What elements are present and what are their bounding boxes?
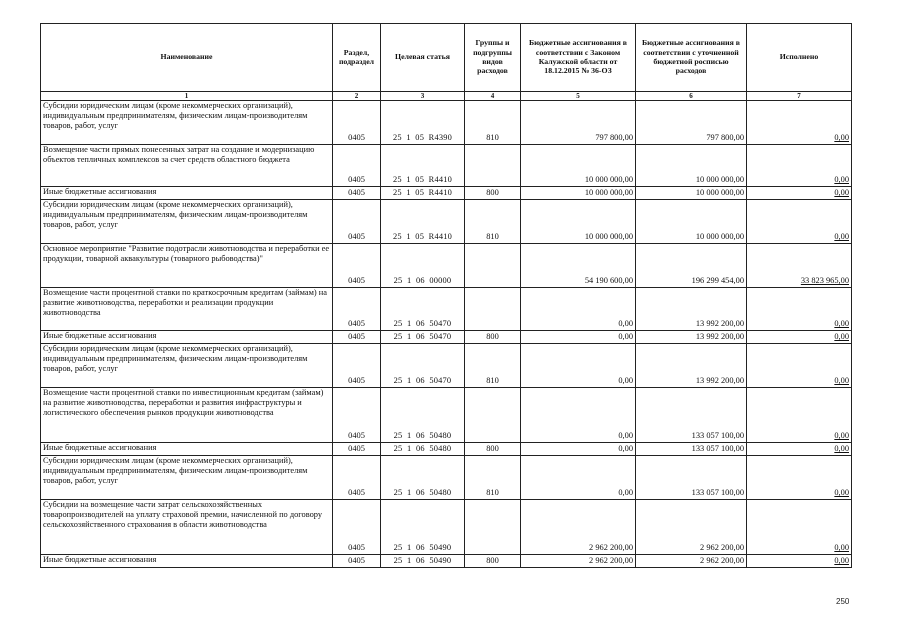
header-name: Наименование xyxy=(41,24,333,92)
row-refined-amount: 797 800,00 xyxy=(636,101,747,145)
row-target: 25 1 06 50490 xyxy=(381,555,465,568)
header-row xyxy=(41,24,852,92)
row-group xyxy=(465,145,521,187)
row-executed-value: 0,00 xyxy=(834,232,849,242)
row-section: 0405 xyxy=(333,443,381,456)
row-name: Иные бюджетные ассигнования xyxy=(41,443,333,456)
row-executed-value: 0,00 xyxy=(834,188,849,198)
row-law-amount: 0,00 xyxy=(521,443,636,456)
column-number: 4 xyxy=(465,92,521,101)
row-name: Иные бюджетные ассигнования xyxy=(41,331,333,344)
row-target: 25 1 05 R4390 xyxy=(381,101,465,145)
row-law-amount: 797 800,00 xyxy=(521,101,636,145)
row-name: Возмещение части процентной ставки по краткосрочным кредитам (займам) на развитие животноводства, переработки и реализации продукции животноводства xyxy=(41,288,333,331)
row-executed-amount xyxy=(747,443,852,456)
row-refined-amount: 10 000 000,00 xyxy=(636,200,747,244)
row-refined-amount: 13 992 200,00 xyxy=(636,344,747,388)
row-section: 0405 xyxy=(333,500,381,555)
header-executed: Исполнено xyxy=(747,24,852,92)
row-refined-amount: 13 992 200,00 xyxy=(636,331,747,344)
row-group: 800 xyxy=(465,331,521,344)
row-refined-amount: 133 057 100,00 xyxy=(636,443,747,456)
row-group xyxy=(465,288,521,331)
column-number: 7 xyxy=(747,92,852,101)
row-target: 25 1 06 50480 xyxy=(381,388,465,443)
row-group: 810 xyxy=(465,456,521,500)
row-name: Субсидии юридическим лицам (кроме некоммерческих организаций), индивидуальным предпринимателям, физическим лицам-производителям товаров, работ, услуг xyxy=(41,101,333,145)
row-name: Субсидии юридическим лицам (кроме некоммерческих организаций), индивидуальным предпринимателям, физическим лицам-производителям товаров, работ, услуг xyxy=(41,344,333,388)
row-section: 0405 xyxy=(333,244,381,288)
row-section: 0405 xyxy=(333,101,381,145)
row-group xyxy=(465,244,521,288)
row-executed-amount xyxy=(747,555,852,568)
row-executed-value: 0,00 xyxy=(834,431,849,441)
row-section: 0405 xyxy=(333,145,381,187)
row-executed-amount xyxy=(747,344,852,388)
column-number: 2 xyxy=(333,92,381,101)
row-executed-amount xyxy=(747,500,852,555)
row-name: Возмещение части процентной ставки по инвестиционным кредитам (займам) на развитие животноводства, переработки и развития инфраструктуры и логистического обеспечения рынков продукции животноводства xyxy=(41,388,333,443)
row-group: 800 xyxy=(465,187,521,200)
row-executed-value: 0,00 xyxy=(834,488,849,498)
row-executed-value: 0,00 xyxy=(834,444,849,454)
table-row xyxy=(41,456,852,500)
column-number: 6 xyxy=(636,92,747,101)
row-target: 25 1 06 50470 xyxy=(381,344,465,388)
table-row xyxy=(41,288,852,331)
row-executed-value: 0,00 xyxy=(834,543,849,553)
row-section: 0405 xyxy=(333,200,381,244)
table-row xyxy=(41,187,852,200)
row-group: 810 xyxy=(465,200,521,244)
table-row xyxy=(41,555,852,568)
row-refined-amount: 10 000 000,00 xyxy=(636,145,747,187)
row-law-amount: 0,00 xyxy=(521,288,636,331)
row-target: 25 1 05 R4410 xyxy=(381,187,465,200)
row-name: Возмещение части прямых понесенных затрат на создание и модернизацию объектов тепличных комплексов за счет средств областного бюджета xyxy=(41,145,333,187)
row-law-amount: 10 000 000,00 xyxy=(521,145,636,187)
column-number: 5 xyxy=(521,92,636,101)
row-name: Субсидии юридическим лицам (кроме некоммерческих организаций), индивидуальным предпринимателям, физическим лицам-производителям товаров, работ, услуг xyxy=(41,456,333,500)
row-group: 800 xyxy=(465,443,521,456)
row-law-amount: 0,00 xyxy=(521,344,636,388)
row-refined-amount: 2 962 200,00 xyxy=(636,500,747,555)
column-number-row xyxy=(41,92,852,101)
row-law-amount: 0,00 xyxy=(521,388,636,443)
table-row xyxy=(41,101,852,145)
row-law-amount: 54 190 600,00 xyxy=(521,244,636,288)
row-target: 25 1 06 00000 xyxy=(381,244,465,288)
row-target: 25 1 06 50480 xyxy=(381,443,465,456)
row-refined-amount: 10 000 000,00 xyxy=(636,187,747,200)
page-number: 250 xyxy=(836,597,850,606)
row-refined-amount: 133 057 100,00 xyxy=(636,456,747,500)
row-section: 0405 xyxy=(333,331,381,344)
row-target: 25 1 06 50470 xyxy=(381,288,465,331)
row-group: 800 xyxy=(465,555,521,568)
row-refined-amount: 13 992 200,00 xyxy=(636,288,747,331)
column-number: 3 xyxy=(381,92,465,101)
row-name: Иные бюджетные ассигнования xyxy=(41,187,333,200)
row-group: 810 xyxy=(465,344,521,388)
row-executed-amount xyxy=(747,456,852,500)
budget-table xyxy=(40,23,852,568)
row-name: Иные бюджетные ассигнования xyxy=(41,555,333,568)
row-executed-value: 0,00 xyxy=(834,133,849,143)
table-row xyxy=(41,145,852,187)
header-target: Целевая статья xyxy=(381,24,465,92)
row-executed-amount xyxy=(747,331,852,344)
table-row xyxy=(41,500,852,555)
header-refined-allocation: Бюджетные ассигнования в соответствии с уточненной бюджетной росписью расходов xyxy=(636,24,747,92)
row-law-amount: 10 000 000,00 xyxy=(521,200,636,244)
header-section: Раздел, подраздел xyxy=(333,24,381,92)
row-refined-amount: 133 057 100,00 xyxy=(636,388,747,443)
table-row xyxy=(41,200,852,244)
table-row xyxy=(41,443,852,456)
row-executed-amount xyxy=(747,200,852,244)
row-group xyxy=(465,500,521,555)
table-row xyxy=(41,331,852,344)
row-executed-value: 0,00 xyxy=(834,175,849,185)
row-name: Субсидии юридическим лицам (кроме некоммерческих организаций), индивидуальным предпринимателям, физическим лицам-производителям товаров, работ, услуг xyxy=(41,200,333,244)
row-target: 25 1 05 R4410 xyxy=(381,145,465,187)
row-section: 0405 xyxy=(333,388,381,443)
row-target: 25 1 06 50480 xyxy=(381,456,465,500)
header-law-allocation: Бюджетные ассигнования в соответствии с Законом Калужской области от 18.12.2015 № 36-ОЗ xyxy=(521,24,636,92)
row-section: 0405 xyxy=(333,555,381,568)
row-refined-amount: 196 299 454,00 xyxy=(636,244,747,288)
row-target: 25 1 06 50490 xyxy=(381,500,465,555)
row-executed-amount xyxy=(747,145,852,187)
row-executed-amount xyxy=(747,244,852,288)
table-row xyxy=(41,244,852,288)
row-law-amount: 2 962 200,00 xyxy=(521,555,636,568)
row-law-amount: 2 962 200,00 xyxy=(521,500,636,555)
row-name: Субсидии на возмещение части затрат сельскохозяйственных товаропроизводителей на уплату страховой премии, начисленной по договору сельскохозяйственного страхования в области животноводства xyxy=(41,500,333,555)
row-target: 25 1 05 R4410 xyxy=(381,200,465,244)
row-executed-amount xyxy=(747,101,852,145)
row-name: Основное мероприятие "Развитие подотрасли животноводства и переработки ее продукции, товарной аквакультуры (товарного рыбоводства)" xyxy=(41,244,333,288)
row-executed-value: 33 823 965,00 xyxy=(800,276,849,286)
row-executed-value: 0,00 xyxy=(834,319,849,329)
row-section: 0405 xyxy=(333,456,381,500)
row-section: 0405 xyxy=(333,344,381,388)
row-executed-amount xyxy=(747,388,852,443)
row-group: 810 xyxy=(465,101,521,145)
row-group xyxy=(465,388,521,443)
row-executed-amount xyxy=(747,288,852,331)
row-executed-value: 0,00 xyxy=(834,556,849,566)
row-executed-value: 0,00 xyxy=(834,376,849,386)
row-law-amount: 10 000 000,00 xyxy=(521,187,636,200)
header-groups: Группы и подгруппы видов расходов xyxy=(465,24,521,92)
row-executed-value: 0,00 xyxy=(834,332,849,342)
row-section: 0405 xyxy=(333,288,381,331)
row-refined-amount: 2 962 200,00 xyxy=(636,555,747,568)
column-number: 1 xyxy=(41,92,333,101)
row-section: 0405 xyxy=(333,187,381,200)
table-row xyxy=(41,344,852,388)
row-executed-amount xyxy=(747,187,852,200)
row-law-amount: 0,00 xyxy=(521,456,636,500)
table-row xyxy=(41,388,852,443)
row-target: 25 1 06 50470 xyxy=(381,331,465,344)
row-law-amount: 0,00 xyxy=(521,331,636,344)
